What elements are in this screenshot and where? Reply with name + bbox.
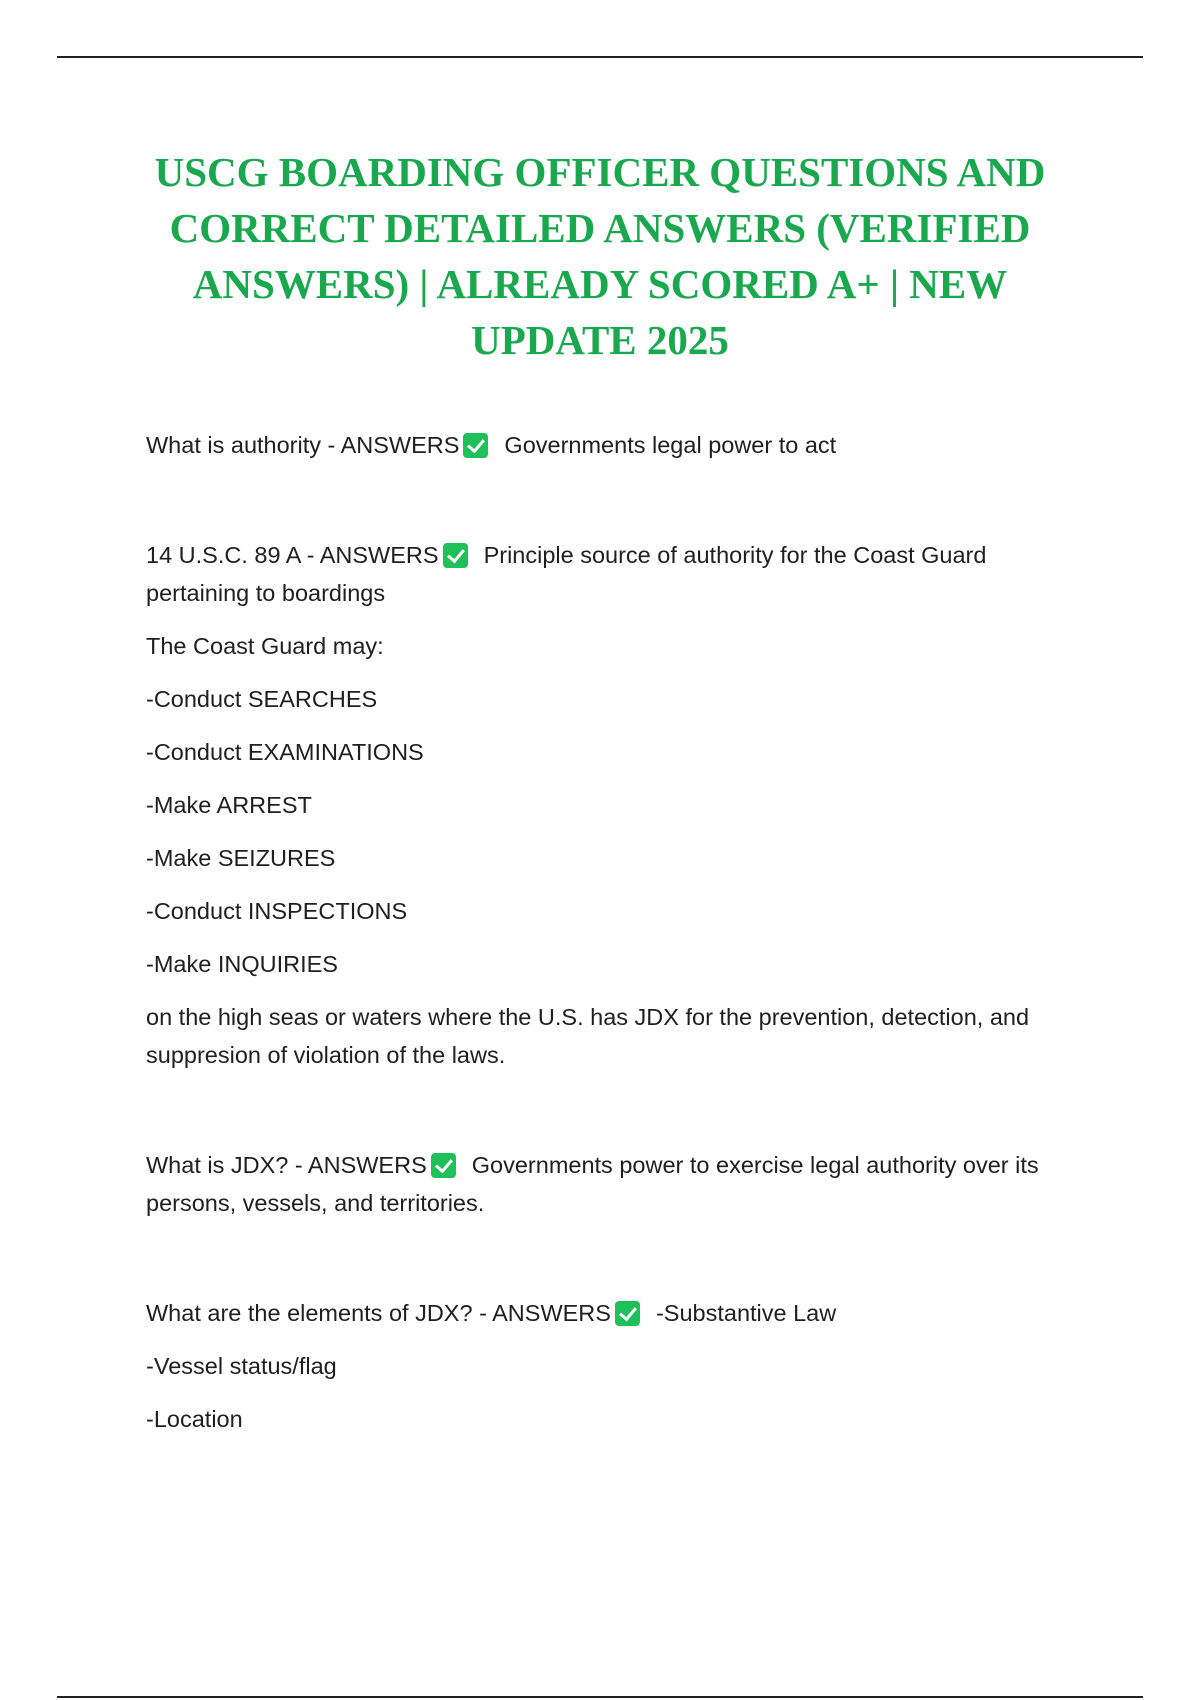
answer-text: Principle source of authority for the Coast Guard pertaining to boardings: [146, 542, 987, 606]
qa-item: [146, 1146, 1086, 1222]
question-text: What is authority - ANSWERS: [146, 432, 460, 458]
answer-text: Governments power to exercise legal authority over its persons, vessels, and territories.: [146, 1152, 1039, 1216]
qa-content: [146, 426, 1086, 1453]
answer-line: -Make ARREST: [146, 792, 312, 818]
answer-line: -Conduct EXAMINATIONS: [146, 739, 424, 765]
answer-line: -Conduct SEARCHES: [146, 686, 378, 712]
document-title: USCG BOARDING OFFICER QUESTIONS AND CORRECT DETAILED ANSWERS (VERIFIED ANSWERS) | ALREADY SCORED A+ | NEW UPDATE 2025: [154, 149, 1046, 363]
check-box-icon: [463, 433, 488, 458]
qa-line: [146, 426, 1086, 464]
qa-item: [146, 1294, 1086, 1438]
question-text: What is JDX? - ANSWERS: [146, 1152, 427, 1178]
answer-line: -Vessel status/flag: [146, 1353, 337, 1379]
answer-line: -Make INQUIRIES: [146, 951, 338, 977]
qa-line: [146, 536, 1086, 612]
answer-text: Governments legal power to act: [504, 432, 837, 458]
top-rule: [57, 56, 1143, 58]
answer-line: -Make SEIZURES: [146, 845, 336, 871]
answer-line: -Location: [146, 1406, 243, 1432]
question-text: 14 U.S.C. 89 A - ANSWERS: [146, 542, 439, 568]
check-box-icon: [431, 1153, 456, 1178]
bottom-rule: [57, 1696, 1143, 1698]
check-box-icon: [443, 543, 468, 568]
check-box-icon: [615, 1301, 640, 1326]
question-text: What are the elements of JDX? - ANSWERS: [146, 1300, 611, 1326]
answer-line: The Coast Guard may:: [146, 633, 384, 659]
qa-line: [146, 1294, 1086, 1332]
qa-item: [146, 426, 1086, 464]
answer-text: -Substantive Law: [655, 1300, 837, 1326]
qa-item: [146, 536, 1086, 1074]
answer-line: -Conduct INSPECTIONS: [146, 898, 408, 924]
answer-line: on the high seas or waters where the U.S. has JDX for the prevention, detection, and suppresion of violation of the laws.: [146, 1004, 1030, 1068]
qa-line: [146, 1146, 1086, 1222]
